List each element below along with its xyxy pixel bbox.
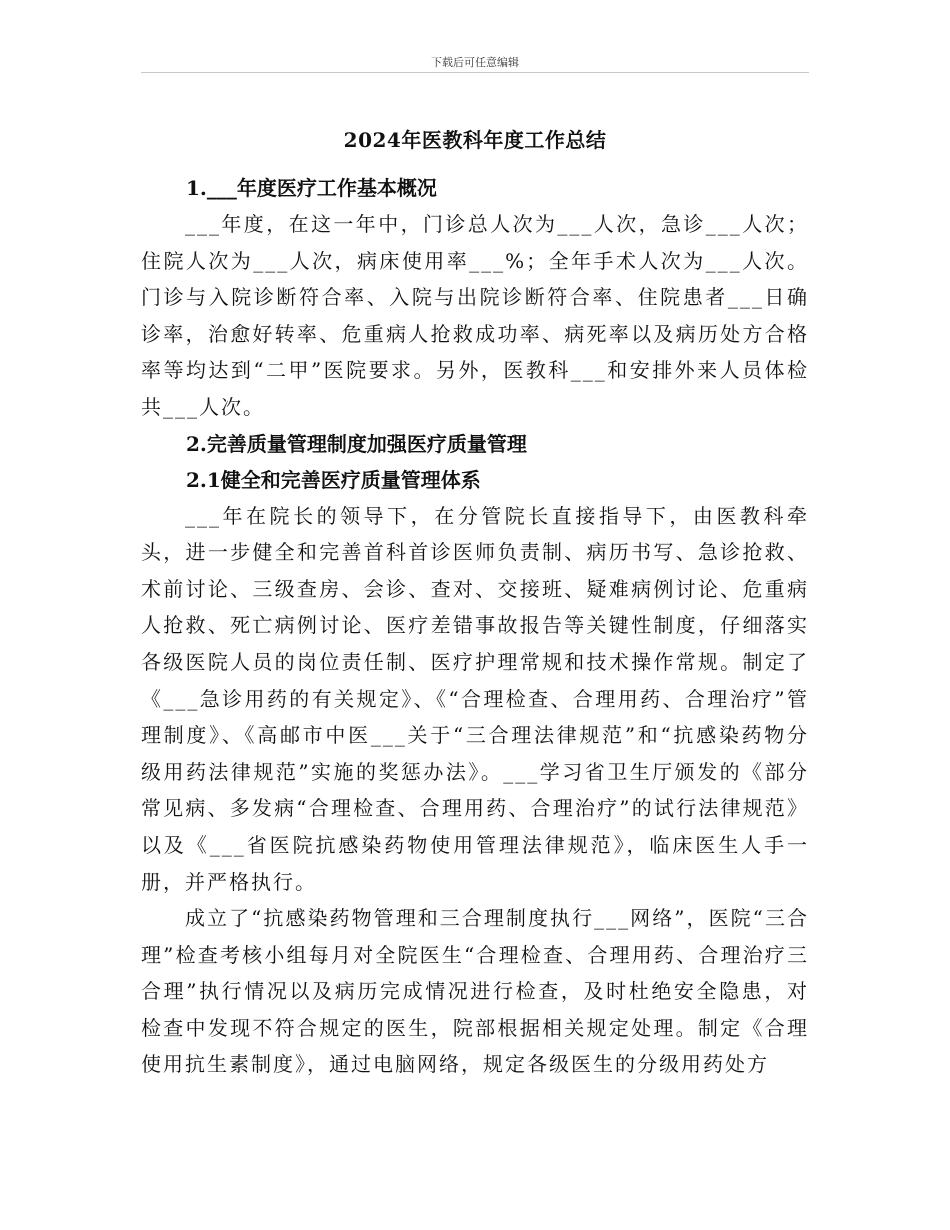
- section-heading-1: 1.___年度医疗工作基本概况: [186, 176, 437, 200]
- section-heading-2: 2.完善质量管理制度加强医疗质量管理: [186, 431, 527, 456]
- document-body: [141, 170, 809, 1083]
- paragraph-antibiotic-network: 成立了“抗感染药物管理和三合理制度执行___网络”，医院“三合理”检查考核小组每月对全院医生“合理检查、合理用药、合理治疗三合理”执行情况以及病历完成情况进行检查，及时杜绝安全隐患，对检查中发现不符合规定的医生，院部根据相关规定处理。制定《合理使用抗生素制度》，通过电脑网络，规定各级医生的分级用药处方: [141, 906, 809, 1077]
- page-header-note: 下载后可任意编辑: [431, 56, 519, 69]
- header-divider: [141, 72, 809, 73]
- section-heading-2-1: 2.1健全和完善医疗质量管理体系: [186, 467, 481, 492]
- document-title: 2024年医教科年度工作总结: [343, 128, 607, 152]
- paragraph-quality-system: ___年在院长的领导下，在分管院长直接指导下，由医教科牵头，进一步健全和完善首科首诊医师负责制、病历书写、急诊抢救、术前讨论、三级查房、会诊、查对、交接班、疑难病例讨论、危重病人抢救、死亡病例讨论、医疗差错事故报告等关键性制度，仔细落实各级医院人员的岗位责任制、医疗护理常规和技术操作常规。制定了《___急诊用药的有关规定》、《“合理检查、合理用药、合理治疗”管理制度》、《高邮市中医___关于“三合理法律规范”和“抗感染药物分级用药法律规范”实施的奖惩办法》。___学习省卫生厅颁发的《部分常见病、多发病“合理检查、合理用药、合理治疗”的试行法律规范》以及《___省医院抗感染药物使用管理法律规范》，临床医生人手一册，并严格执行。: [141, 503, 809, 894]
- paragraph-overview: ___年度，在这一年中，门诊总人次为___人次，急诊___人次；住院人次为___人次，病床使用率___%；全年手术人次为___人次。门诊与入院诊断符合率、入院与出院诊断符合率、住院患者___日确诊率，治愈好转率、危重病人抢救成功率、病死率以及病历处方合格率等均达到“二甲”医院要求。另外，医教科___和安排外来人员体检共___人次。: [141, 212, 809, 419]
